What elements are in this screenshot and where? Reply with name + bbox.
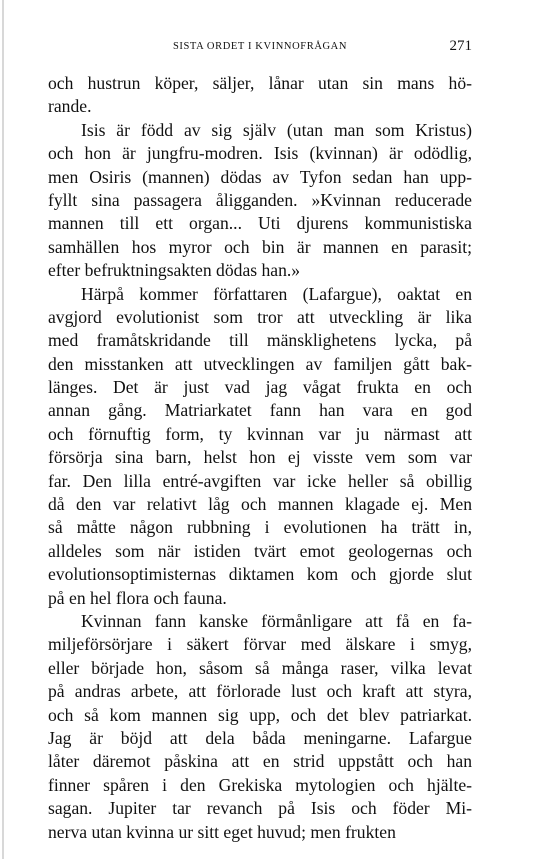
- text-line: den misstanken att utvecklingen av familjen gått bak-: [48, 353, 472, 374]
- text-line: försörja sina barn, helst hon ej visste vem som var: [48, 447, 472, 468]
- text-line: fyllt sina passagera åligganden. »Kvinnan reducerade: [48, 189, 472, 210]
- text-line: alldeles som när istiden tvärt emot geologernas och: [48, 540, 472, 561]
- text-line: mannen till ett organ... Uti djurens kommunistiska: [48, 213, 472, 234]
- text-line: länges. Det är just vad jag vågat frukta en och: [48, 377, 472, 398]
- text-line: Jag är böjd att dela båda meningarne. Lafargue: [48, 727, 472, 748]
- paragraph: [48, 72, 472, 119]
- text-line: sagan. Jupiter tar revanch på Isis och föder Mi-: [48, 798, 472, 819]
- paragraph: [48, 283, 472, 610]
- text-line: och hustrun köper, säljer, lånar utan sin mans hö-: [48, 73, 472, 93]
- text-line: Kvinnan fann kanske förmånligare att få en fa-: [81, 610, 472, 631]
- text-line: efter befruktningsakten dödas han.»: [48, 260, 301, 281]
- text-line: men Osiris (mannen) dödas av Tyfon sedan han upp-: [48, 166, 472, 187]
- text-line: och förnuftig form, ty kvinnan var ju närmast att: [48, 423, 472, 444]
- text-line: annan gång. Matriarkatet fann han vara en god: [48, 400, 472, 421]
- text-line: och så kom mannen sig upp, och det blev patriarkat.: [48, 704, 472, 725]
- text-line: finner spåren i den Grekiska mytologien och hjälte-: [48, 774, 472, 795]
- text-line: då den var relativt låg och mannen klagade ej. Men: [48, 494, 472, 515]
- text-line: på andras arbete, att förlorade lust och kraft att styra,: [48, 681, 472, 702]
- text-line: far. Den lilla entré-avgiften var icke heller så obillig: [48, 470, 472, 491]
- text-line: med framåtskridande till mänsklighetens lycka, på: [48, 330, 472, 351]
- running-title: SISTA ORDET I KVINNOFRÅGAN: [172, 41, 348, 52]
- page-edge-shadow: [2, 0, 4, 859]
- text-line: och hon är jungfru-modren. Isis (kvinnan) är odödlig,: [48, 143, 472, 164]
- body-text: [48, 72, 472, 844]
- text-line: rande.: [48, 96, 92, 117]
- running-head: [48, 40, 472, 56]
- text-line: Isis är född av sig själv (utan man som Kristus): [81, 119, 472, 140]
- text-line: Härpå kommer författaren (Lafargue), oaktat en: [81, 283, 472, 304]
- text-line: så måtte någon rubbning i evolutionen ha trätt in,: [48, 517, 472, 538]
- paragraph: [48, 119, 472, 283]
- text-line: avgjord evolutionist som tror att utveckling är lika: [48, 306, 472, 327]
- page-number: 271: [449, 38, 472, 54]
- text-line: miljeförsörjare i säkert förvar med älskare i smyg,: [48, 634, 472, 655]
- text-line: låter däremot påskina att en strid uppstått och han: [48, 751, 472, 772]
- text-line: evolutionsoptimisternas diktamen kom och gjorde slut: [48, 564, 472, 585]
- text-line: eller började hon, såsom så många raser, vilka levat: [48, 657, 472, 678]
- text-line: samhällen hos myror och bin är mannen en parasit;: [48, 236, 472, 257]
- paragraph: [48, 610, 472, 844]
- text-line: på en hel flora och fauna.: [48, 587, 227, 608]
- text-line: nerva utan kvinna ur sitt eget huvud; men frukten: [48, 821, 396, 842]
